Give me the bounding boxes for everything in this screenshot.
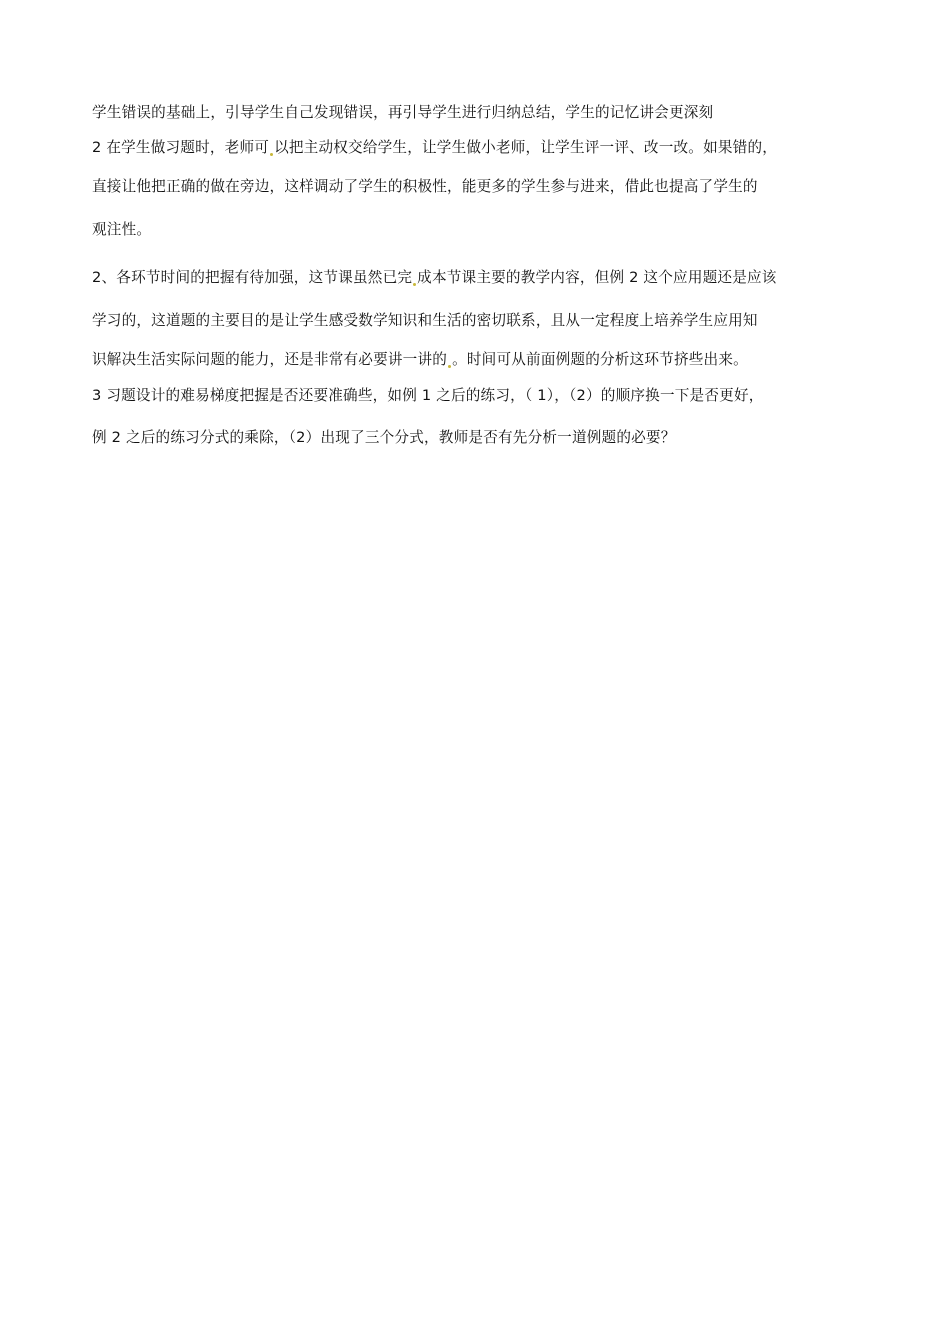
text-segment: 成本节课主要的教学内容，但例 2 这个应用题还是应该 bbox=[417, 269, 777, 286]
text-line-6 bbox=[92, 311, 882, 331]
text-line-9 bbox=[92, 428, 882, 448]
text-segment: 2 在学生做习题时，老师可 bbox=[92, 139, 270, 156]
text-line-2 bbox=[92, 138, 882, 158]
text-segment: 直接让他把正确的做在旁边，这样调动了学生的积极性，能更多的学生参与进来，借此也提高了学生的 bbox=[92, 178, 758, 195]
text-segment: 3 习题设计的难易梯度把握是否还要准确些，如例 1 之后的练习，（ 1），（2）的顺序换一下是否更好， bbox=[92, 387, 764, 404]
text-segment: 例 2 之后的练习分式的乘除，（2）出现了三个分式，教师是否有先分析一道例题的必要？ bbox=[92, 429, 676, 446]
stray-mark-icon bbox=[448, 365, 451, 368]
text-line-8 bbox=[92, 386, 882, 406]
text-segment: 观注性。 bbox=[92, 221, 152, 238]
text-segment: 学生错误的基础上，引导学生自己发现错误，再引导学生进行归纳总结，学生的记忆讲会更深刻 bbox=[92, 104, 714, 121]
text-line-3 bbox=[92, 177, 882, 197]
text-segment: 。时间可从前面例题的分析这环节挤些出来。 bbox=[452, 351, 748, 368]
text-segment: 2、各环节时间的把握有待加强，这节课虽然已完 bbox=[92, 269, 413, 286]
text-line-4 bbox=[92, 220, 882, 240]
text-segment: 学习的，这道题的主要目的是让学生感受数学知识和生活的密切联系，且从一定程度上培养学生应用知 bbox=[92, 312, 758, 329]
text-line-5 bbox=[92, 268, 882, 288]
text-segment: 以把主动权交给学生，让学生做小老师，让学生评一评、改一改。如果错的， bbox=[274, 139, 778, 156]
text-line-1 bbox=[92, 103, 882, 123]
stray-mark-icon bbox=[413, 283, 416, 286]
text-line-7 bbox=[92, 350, 882, 370]
text-segment: 识解决生活实际问题的能力，还是非常有必要讲一讲的 bbox=[92, 351, 448, 368]
stray-mark-icon bbox=[270, 153, 273, 156]
